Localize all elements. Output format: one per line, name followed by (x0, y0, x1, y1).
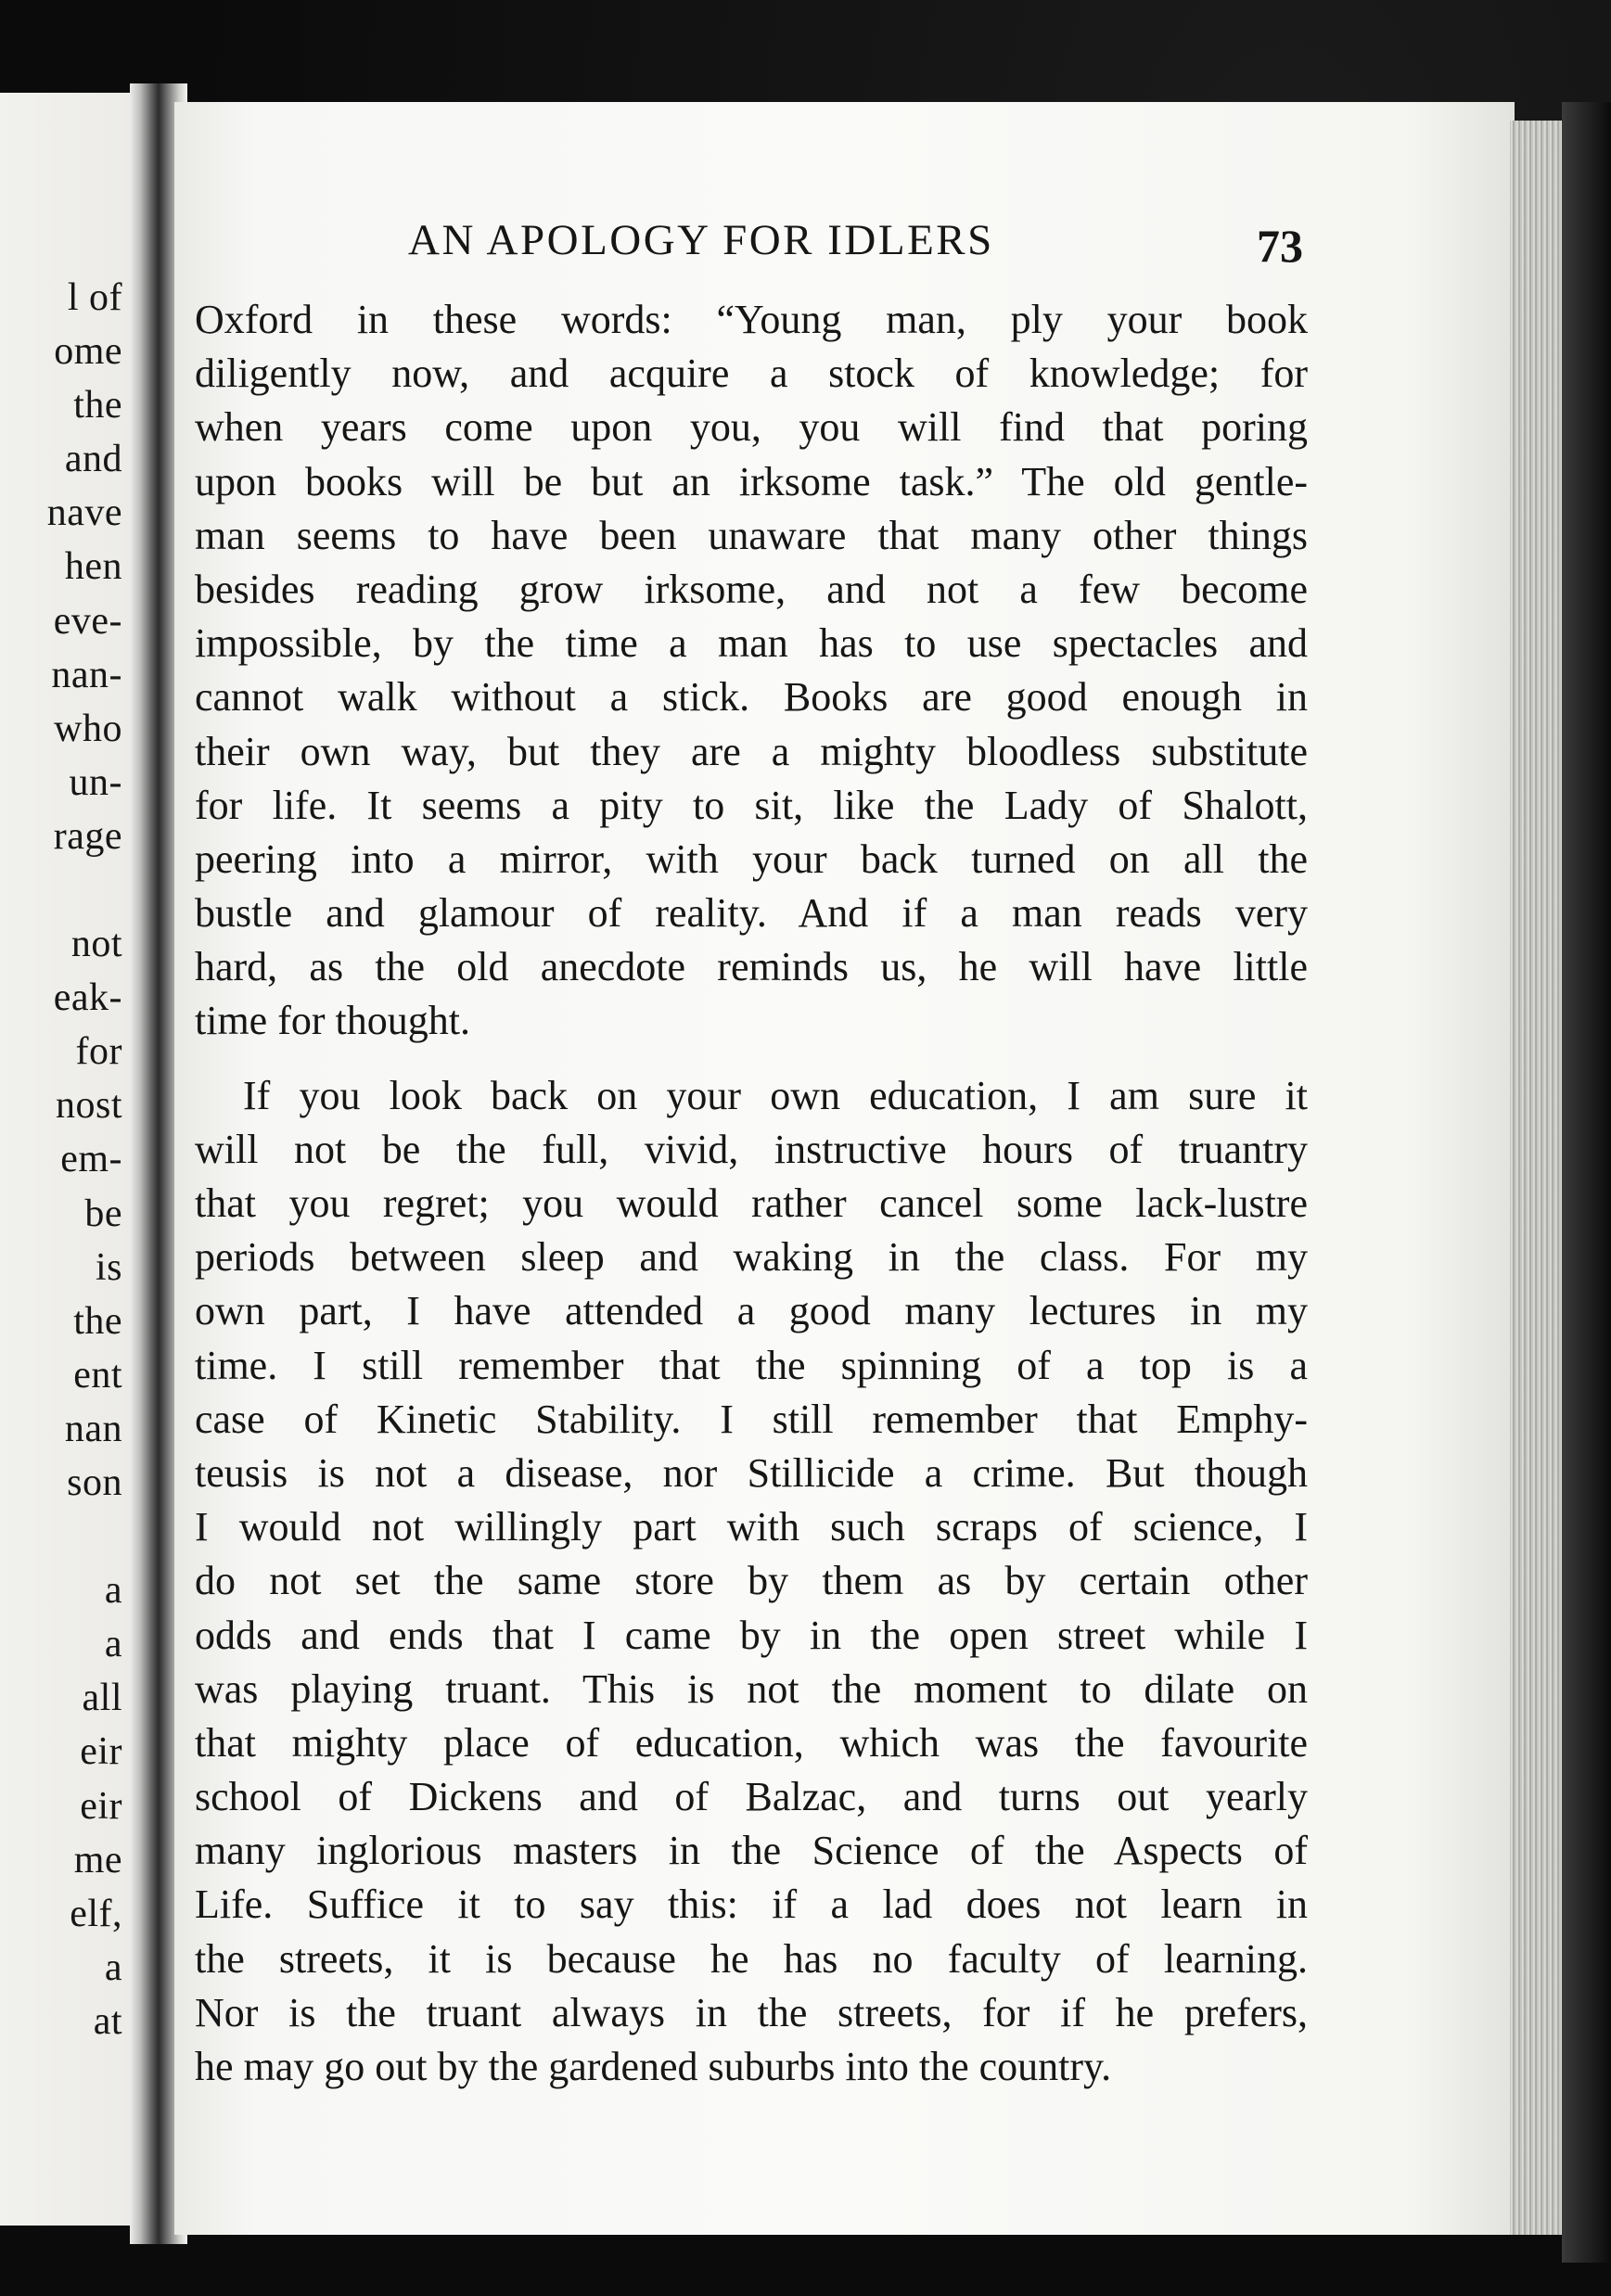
previous-page-fragment: who (54, 707, 122, 750)
previous-page-fragment: eir (80, 1730, 122, 1774)
previous-page-fragment: nan- (51, 653, 122, 696)
previous-page-fragment: at (93, 1999, 122, 2043)
paragraph-gap (195, 1049, 1308, 1069)
previous-page-fragment: not (70, 923, 122, 966)
text-line: many inglorious masters in the Science of the Aspects of (195, 1828, 1308, 1874)
text-line: for life. It seems a pity to sit, like the Lady of Shalott, (195, 782, 1308, 828)
previous-page-fragment: eir (80, 1784, 122, 1828)
paragraph-2 (195, 1069, 1308, 2095)
previous-page-fragment: is (95, 1245, 122, 1289)
text-line: bustle and glamour of reality. And if a man reads very (195, 890, 1308, 937)
previous-page-fragment: ome (54, 330, 122, 374)
body-text (195, 293, 1308, 2094)
previous-page-fragment: nan (64, 1407, 122, 1450)
previous-page-fragment: son (67, 1461, 122, 1504)
text-line: was playing truant. This is not the moment to dilate on (195, 1665, 1308, 1712)
previous-page-fragment: a (104, 1945, 122, 1989)
text-line: the streets, it is because he has no faculty of learning. (195, 1935, 1308, 1982)
previous-page-fragment: em- (60, 1138, 122, 1181)
previous-page-fragment: nave (46, 491, 122, 535)
text-line: odds and ends that I came by in the open street while I (195, 1612, 1308, 1658)
previous-page-fragment: all (82, 1677, 122, 1720)
text-line: do not set the same store by them as by certain other (195, 1558, 1308, 1604)
text-line: periods between sleep and waking in the class. For my (195, 1234, 1308, 1281)
page-edges (1510, 121, 1562, 2235)
previous-page-fragment: eve- (53, 599, 122, 643)
text-line: impossible, by the time a man has to use spectacles and (195, 620, 1308, 667)
text-line: that you regret; you would rather cancel some lack-lustre (195, 1180, 1308, 1226)
text-line: peering into a mirror, with your back turned on all the (195, 835, 1308, 882)
text-line: will not be the full, vivid, instructive hours of truantry (195, 1126, 1308, 1172)
previous-page-fragment: a (104, 1623, 122, 1666)
previous-page-fragment: l of (67, 276, 122, 319)
text-line: teusis is not a disease, nor Stillicide a crime. But though (195, 1449, 1308, 1496)
previous-page-fragment: rage (53, 814, 122, 858)
text-line: besides reading grow irksome, and not a few become (195, 566, 1308, 612)
text-line: school of Dickens and of Balzac, and turns out yearly (195, 1774, 1308, 1820)
previous-page-fragment: and (64, 438, 122, 481)
text-line: cannot walk without a stick. Books are good enough in (195, 674, 1308, 721)
text-line: time for thought. (195, 998, 470, 1044)
text-line: Nor is the truant always in the streets, for if he prefers, (195, 1989, 1308, 2035)
previous-page-fragment: for (75, 1030, 122, 1074)
previous-page-fragment: hen (64, 545, 122, 589)
text-line: their own way, but they are a mighty bloodless substitute (195, 728, 1308, 774)
text-line: upon books will be but an irksome task.” The old gentle- (195, 458, 1308, 504)
previous-page-fragment: the (73, 1299, 122, 1343)
text-line: time. I still remember that the spinning of a top is a (195, 1342, 1308, 1388)
text-line: Oxford in these words: “Young man, ply your book (195, 297, 1308, 342)
previous-page-fragment: me (73, 1838, 122, 1881)
text-line: Life. Suffice it to say this: if a lad does not learn in (195, 1881, 1308, 1928)
text-line: he may go out by the gardened suburbs into the country. (195, 2044, 1112, 2089)
previous-page-fragment: be (84, 1192, 122, 1235)
text-line: diligently now, and acquire a stock of knowledge; for (195, 351, 1308, 397)
text-line: own part, I have attended a good many lectures in my (195, 1288, 1308, 1334)
text-line: If you look back on your own education, I am sure it (243, 1072, 1308, 1118)
previous-page-fragment: the (73, 384, 122, 427)
previous-page-fragment: un- (69, 760, 122, 804)
text-line: when years come upon you, you will find that poring (195, 404, 1308, 451)
page-number: 73 (1257, 220, 1303, 272)
paragraph-1 (195, 293, 1308, 1049)
text-line: case of Kinetic Stability. I still remember that Emphy- (195, 1396, 1308, 1442)
text-line: man seems to have been unaware that many other things (195, 512, 1308, 558)
previous-page-fragment: a (104, 1569, 122, 1613)
text-line: hard, as the old anecdote reminds us, he will have little (195, 944, 1308, 990)
text-line: that mighty place of education, which was the favourite (195, 1719, 1308, 1766)
previous-page-fragment: ent (73, 1353, 122, 1397)
text-line: I would not willingly part with such scraps of science, I (195, 1504, 1308, 1550)
previous-page-fragment: nost (55, 1084, 122, 1128)
running-head: AN APOLOGY FOR IDLERS (408, 216, 994, 264)
previous-page-fragment: elf, (70, 1892, 122, 1935)
edge-shadow (1562, 102, 1611, 2263)
previous-page-fragment: eak- (53, 976, 122, 1020)
